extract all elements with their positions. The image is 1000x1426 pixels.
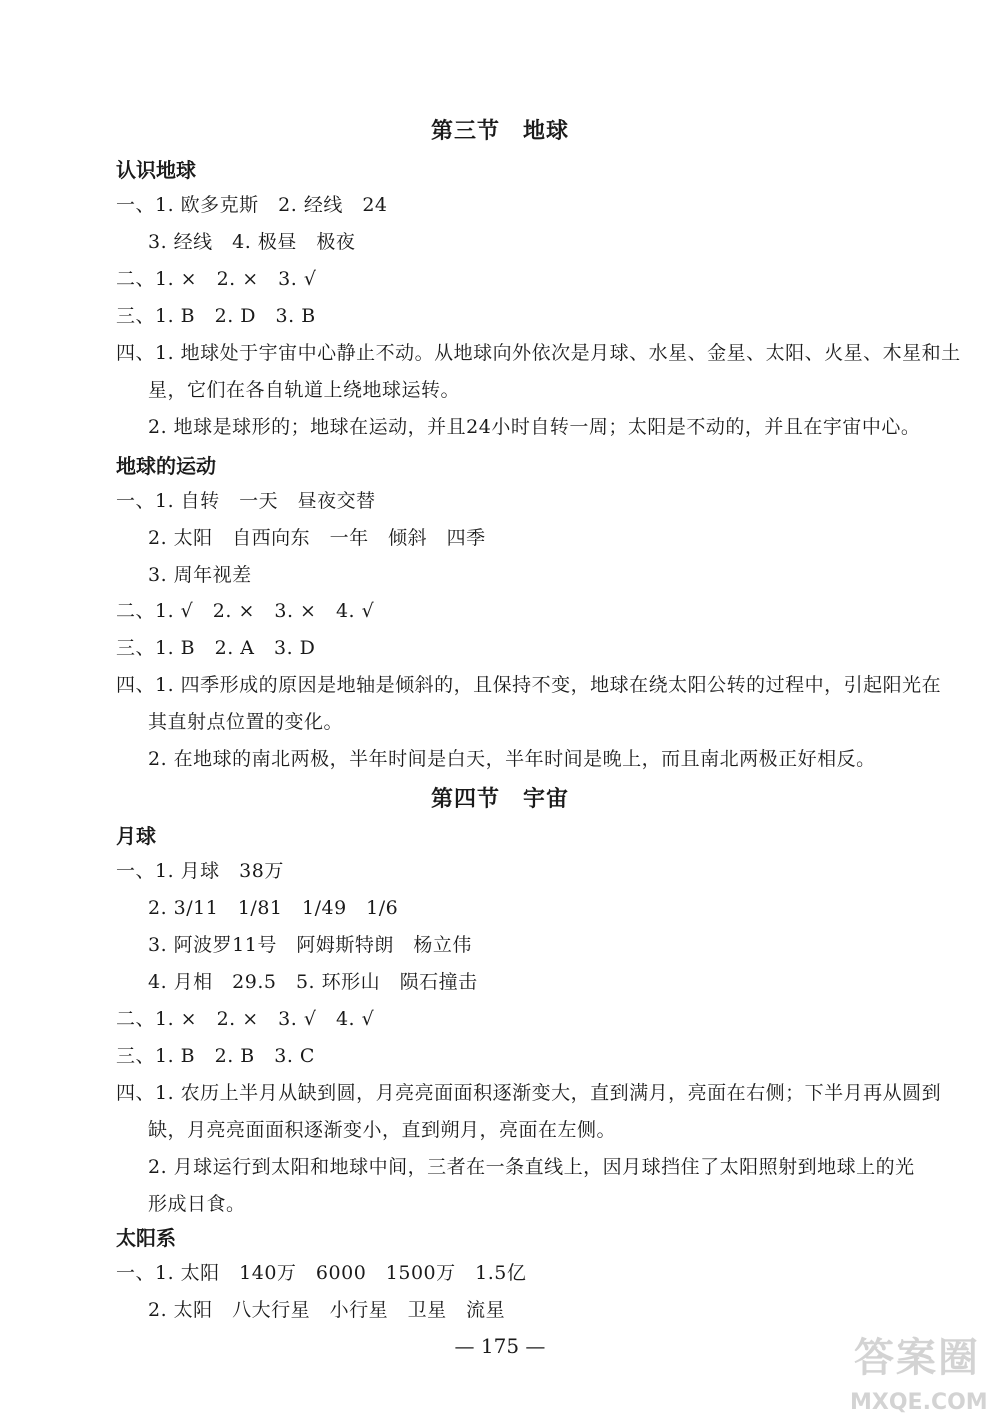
answer-line: 一、1. 太阳 140万 6000 1500万 1.5亿	[116, 1262, 527, 1284]
subheading-solar-system: 太阳系	[116, 1226, 176, 1250]
watermark-logo-text: 答案圈	[854, 1335, 980, 1381]
answer-line: 2. 月球运行到太阳和地球中间，三者在一条直线上，因月球挡住了太阳照射到地球上的光	[148, 1156, 915, 1178]
answer-line: 2. 地球是球形的；地球在运动，并且24小时自转一周；太阳是不动的，并且在宇宙中心。	[148, 416, 921, 438]
page-number: — 175 —	[454, 1334, 546, 1358]
answer-line: 2. 3/11 1/81 1/49 1/6	[148, 897, 399, 919]
answer-line: 一、1. 欧多克斯 2. 经线 24	[116, 194, 388, 216]
answer-line: 2. 在地球的南北两极，半年时间是白天，半年时间是晚上，而且南北两极正好相反。	[148, 748, 876, 770]
answer-line: 二、1. √ 2. × 3. × 4. √	[116, 600, 375, 622]
answer-line: 星，它们在各自轨道上绕地球运转。	[148, 379, 461, 401]
answer-line: 2. 太阳 自西向东 一年 倾斜 四季	[148, 527, 486, 549]
answer-line: 3. 阿波罗11号 阿姆斯特朗 杨立伟	[148, 934, 472, 956]
answer-line: 四、1. 农历上半月从缺到圆，月亮亮面面积逐渐变大，直到满月，亮面在右侧；下半月再从圆到	[116, 1082, 942, 1104]
answer-line: 四、1. 四季形成的原因是地轴是倾斜的，且保持不变，地球在绕太阳公转的过程中，引起阳光在	[116, 674, 942, 696]
answer-line: 缺，月亮亮面面积逐渐变小，直到朔月，亮面在左侧。	[148, 1119, 617, 1141]
answer-line: 4. 月相 29.5 5. 环形山 陨石撞击	[148, 971, 478, 993]
answer-line: 3. 周年视差	[148, 564, 252, 586]
answer-line: 其直射点位置的变化。	[148, 711, 344, 733]
answer-line: 二、1. × 2. × 3. √ 4. √	[116, 1008, 375, 1030]
section-title-earth: 第三节 地球	[430, 119, 569, 144]
subheading-moon: 月球	[116, 824, 156, 848]
answer-line: 形成日食。	[148, 1193, 246, 1215]
watermark-logo	[844, 1322, 994, 1422]
watermark-url: MXQE.COM	[850, 1390, 988, 1415]
subheading-earth-motion: 地球的运动	[116, 454, 216, 478]
answer-line: 三、1. B 2. D 3. B	[116, 305, 316, 327]
answer-line: 2. 太阳 八大行星 小行星 卫星 流星	[148, 1299, 506, 1321]
answer-line: 二、1. × 2. × 3. √	[116, 268, 317, 290]
answer-line: 三、1. B 2. A 3. D	[116, 637, 316, 659]
answer-line: 一、1. 月球 38万	[116, 860, 284, 882]
answer-line: 四、1. 地球处于宇宙中心静止不动。从地球向外依次是月球、水星、金星、太阳、火星、木星和土	[116, 342, 961, 364]
answer-line: 一、1. 自转 一天 昼夜交替	[116, 490, 376, 512]
answer-line: 三、1. B 2. B 3. C	[116, 1045, 315, 1067]
subheading-know-earth: 认识地球	[116, 158, 196, 182]
section-title-universe: 第四节 宇宙	[430, 787, 569, 812]
answer-line: 3. 经线 4. 极昼 极夜	[148, 231, 356, 253]
